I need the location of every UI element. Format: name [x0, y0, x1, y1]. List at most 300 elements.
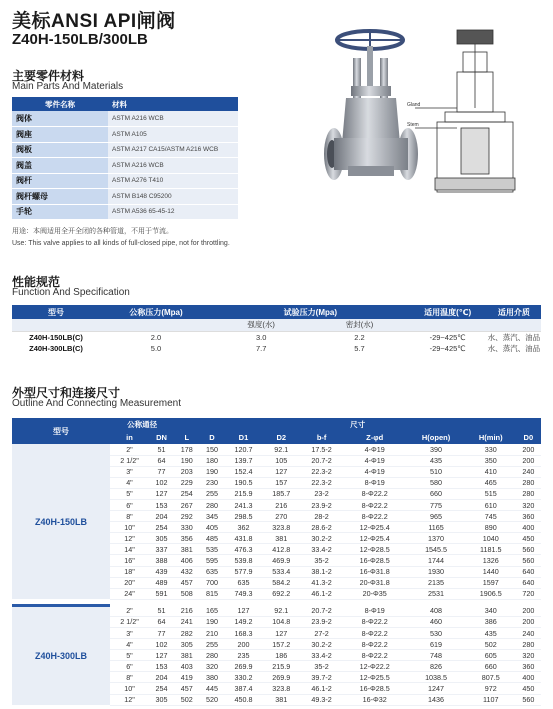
table-cell: 360 — [516, 511, 541, 522]
table-cell: 203 — [174, 466, 199, 477]
parts-title-en: Main Parts And Materials — [12, 81, 124, 92]
table-cell: 890 — [466, 522, 516, 533]
valve-section-drawing — [405, 28, 545, 208]
table-cell: 1545.5 — [406, 544, 466, 555]
part-material: ASTM A217 CA15/ASTM A216 WCB — [108, 142, 238, 158]
table-cell: 180 — [199, 455, 224, 466]
table-cell: 356 — [174, 533, 199, 544]
table-cell: 35-2 — [300, 661, 343, 672]
table-cell: 405 — [199, 522, 224, 533]
outline-subheader: D — [199, 430, 224, 444]
table-cell: 157 — [262, 477, 300, 488]
table-cell: 476.3 — [225, 544, 263, 555]
outline-subheader: DN — [149, 430, 174, 444]
table-cell: 972 — [466, 683, 516, 694]
table-cell: 240 — [516, 466, 541, 477]
func-col-pn: 公称压力(Mpa) — [100, 305, 212, 319]
table-cell: 241.3 — [225, 499, 263, 510]
table-cell: 33.4-2 — [300, 544, 343, 555]
table-cell: 235 — [225, 650, 263, 661]
table-cell: 1440 — [466, 566, 516, 577]
table-cell: 580 — [406, 477, 466, 488]
table-cell: 826 — [406, 661, 466, 672]
table-cell: 269.9 — [225, 661, 263, 672]
table-cell: 1038.5 — [406, 672, 466, 683]
table-cell: 102 — [149, 477, 174, 488]
table-cell: 457 — [174, 683, 199, 694]
table-cell: 1597 — [466, 577, 516, 588]
table-cell: 186 — [262, 650, 300, 661]
table-cell: 749.3 — [225, 588, 263, 599]
table-cell: 51 — [149, 605, 174, 616]
table-cell: 270 — [262, 511, 300, 522]
usage-note-en: Use: This valve applies to all kinds of full-closed pipe, not for throttling. — [12, 240, 230, 247]
table-cell: 345 — [199, 511, 224, 522]
part-material: ASTM A216 WCB — [108, 158, 238, 174]
table-cell: 410 — [466, 466, 516, 477]
table-cell: 127 — [149, 650, 174, 661]
outline-title-cn: 外型尺寸和连接尺寸 — [12, 386, 121, 400]
table-cell: 8-Φ22.2 — [343, 628, 406, 639]
table-cell: 508 — [174, 588, 199, 599]
table-cell: 381 — [174, 650, 199, 661]
table-cell: 748 — [406, 650, 466, 661]
table-cell: 591 — [149, 588, 174, 599]
table-cell: 292 — [174, 511, 199, 522]
table-cell: 17.5-2 — [300, 444, 343, 455]
table-cell: 387.4 — [225, 683, 263, 694]
table-cell: 5" — [110, 488, 149, 499]
table-cell: 1370 — [406, 533, 466, 544]
table-cell: 775 — [406, 499, 466, 510]
table-cell: 216 — [174, 605, 199, 616]
outline-table — [12, 418, 541, 706]
table-cell: 30.2-2 — [300, 639, 343, 650]
table-cell: 216 — [262, 499, 300, 510]
table-cell: 605 — [466, 650, 516, 661]
table-cell: 20.7-2 — [300, 455, 343, 466]
table-cell: 16-Φ32 — [343, 694, 406, 705]
table-cell: 165 — [199, 605, 224, 616]
table-cell: 381 — [262, 533, 300, 544]
table-cell: 8-Φ22.2 — [343, 650, 406, 661]
outline-subheader: D1 — [225, 430, 263, 444]
part-name: 阀盖 — [12, 158, 108, 174]
table-cell: 3" — [110, 466, 149, 477]
table-cell: 77 — [149, 466, 174, 477]
table-cell: 254 — [149, 683, 174, 694]
table-cell: 520 — [199, 694, 224, 705]
table-cell: 485 — [199, 533, 224, 544]
table-cell: 105 — [262, 455, 300, 466]
parts-table — [12, 97, 238, 220]
table-cell: 46.1-2 — [300, 588, 343, 599]
table-cell: 254 — [174, 488, 199, 499]
table-cell: 388 — [149, 555, 174, 566]
table-cell: 64 — [149, 455, 174, 466]
table-cell: 330 — [174, 522, 199, 533]
part-material: ASTM A216 WCB — [108, 111, 238, 127]
table-cell: 380 — [199, 672, 224, 683]
table-cell: 280 — [516, 639, 541, 650]
table-cell: 330 — [466, 444, 516, 455]
table-cell: 419 — [174, 672, 199, 683]
table-cell: 350 — [466, 455, 516, 466]
table-cell: 435 — [406, 455, 466, 466]
table-cell: 157.2 — [262, 639, 300, 650]
table-cell: 280 — [516, 488, 541, 499]
table-cell: 120.7 — [225, 444, 263, 455]
table-cell: 280 — [199, 499, 224, 510]
table-cell: 190 — [174, 455, 199, 466]
table-cell: 400 — [516, 672, 541, 683]
table-cell: 269.9 — [262, 672, 300, 683]
function-table — [12, 305, 541, 354]
func-sub-seal: 密封(水) — [310, 319, 408, 331]
func-col-medium: 适用介质 — [487, 305, 541, 319]
table-cell: 229 — [174, 477, 199, 488]
function-title-en: Function And Specification — [12, 287, 130, 298]
table-cell: 8-Φ22.2 — [343, 511, 406, 522]
table-cell: 6" — [110, 499, 149, 510]
table-row: Z40H-150LB(C) 2.0 3.0 2.2 -29~425℃ 水、蒸汽、油品 — [12, 331, 541, 343]
table-cell: 381 — [174, 544, 199, 555]
table-cell: 38.1-2 — [300, 566, 343, 577]
table-cell: 30.2-2 — [300, 533, 343, 544]
part-material: ASTM A536 65-45-12 — [108, 204, 238, 220]
table-cell: 280 — [199, 650, 224, 661]
table-cell: 16-Φ31.8 — [343, 566, 406, 577]
table-cell: 8-Φ22.2 — [343, 499, 406, 510]
col-material: 材料 — [108, 97, 238, 111]
part-name: 阀板 — [12, 142, 108, 158]
table-row — [12, 158, 238, 174]
table-cell: 2531 — [406, 588, 466, 599]
table-row — [12, 605, 541, 616]
table-cell: 92.1 — [262, 444, 300, 455]
table-cell: 720 — [516, 588, 541, 599]
table-cell: 305 — [149, 694, 174, 705]
table-cell: 489 — [149, 577, 174, 588]
table-cell: 241 — [174, 616, 199, 627]
parts-title-cn: 主要零件材料 — [12, 69, 85, 83]
table-cell: 178 — [174, 444, 199, 455]
table-cell: 200 — [225, 639, 263, 650]
table-cell: 16-Φ28.5 — [343, 683, 406, 694]
model-label: Z40H-150LB — [12, 444, 110, 599]
outline-subheader: Z-φd — [343, 430, 406, 444]
table-cell: 381 — [262, 694, 300, 705]
table-cell: 8-Φ19 — [343, 605, 406, 616]
table-cell: 28.6-2 — [300, 522, 343, 533]
table-cell: 139.7 — [225, 455, 263, 466]
table-cell: 390 — [406, 444, 466, 455]
table-cell: 403 — [174, 661, 199, 672]
table-cell: 12" — [110, 694, 149, 705]
table-row — [12, 142, 238, 158]
table-cell: 200 — [516, 444, 541, 455]
table-cell: 337 — [149, 544, 174, 555]
table-cell: 965 — [406, 511, 466, 522]
table-cell: 46.1-2 — [300, 683, 343, 694]
table-cell: 200 — [516, 616, 541, 627]
usage-note-cn: 用途：本阀适用全开全闭的各种管道，不用于节流。 — [12, 228, 173, 235]
table-cell: 215.9 — [225, 488, 263, 499]
part-material: ASTM A105 — [108, 127, 238, 143]
table-cell: 204 — [149, 672, 174, 683]
table-cell: 330.2 — [225, 672, 263, 683]
table-cell: 255 — [199, 639, 224, 650]
table-cell: 280 — [516, 477, 541, 488]
table-cell: 230 — [199, 477, 224, 488]
table-cell: 610 — [466, 499, 516, 510]
table-cell: 450 — [516, 683, 541, 694]
table-cell: 153 — [149, 661, 174, 672]
table-cell: 305 — [149, 533, 174, 544]
table-cell: 1326 — [466, 555, 516, 566]
table-cell: 200 — [516, 605, 541, 616]
table-cell: 1906.5 — [466, 588, 516, 599]
gland-label: Gland — [407, 102, 421, 108]
table-cell: 640 — [516, 577, 541, 588]
outline-title-en: Outline And Connecting Measurement — [12, 398, 181, 409]
table-cell: 200 — [516, 455, 541, 466]
table-cell: 4-Φ19 — [343, 466, 406, 477]
table-cell: 2 1/2" — [110, 455, 149, 466]
table-cell: 432 — [174, 566, 199, 577]
table-cell: 305 — [174, 639, 199, 650]
table-cell: 8" — [110, 672, 149, 683]
table-cell: 22.3-2 — [300, 477, 343, 488]
table-cell: 10" — [110, 522, 149, 533]
func-col-temp: 适用温度(℃) — [409, 305, 487, 319]
table-cell: 1040 — [466, 533, 516, 544]
table-cell: 560 — [516, 555, 541, 566]
func-sub-strength: 强度(水) — [212, 319, 310, 331]
table-cell: 5" — [110, 650, 149, 661]
table-cell: 77 — [149, 628, 174, 639]
table-cell: 502 — [174, 694, 199, 705]
table-cell: 127 — [262, 466, 300, 477]
table-cell: 255 — [199, 488, 224, 499]
table-cell: 104.8 — [262, 616, 300, 627]
outline-subheader: L — [174, 430, 199, 444]
table-cell: 28-2 — [300, 511, 343, 522]
table-cell: 510 — [406, 466, 466, 477]
table-cell: 64 — [149, 616, 174, 627]
table-cell: 635 — [225, 577, 263, 588]
table-cell: 584.2 — [262, 577, 300, 588]
table-cell: 2" — [110, 444, 149, 455]
table-cell: 692.2 — [262, 588, 300, 599]
table-cell: 190.5 — [225, 477, 263, 488]
table-cell: 323.8 — [262, 522, 300, 533]
table-row — [12, 444, 541, 455]
outline-subheader: in — [110, 430, 149, 444]
table-cell: 1181.5 — [466, 544, 516, 555]
table-cell: 515 — [466, 488, 516, 499]
table-cell: 745 — [466, 511, 516, 522]
table-cell: 14" — [110, 544, 149, 555]
table-cell: 340 — [466, 605, 516, 616]
table-cell: 16" — [110, 555, 149, 566]
table-cell: 660 — [466, 661, 516, 672]
table-cell: 530 — [406, 628, 466, 639]
part-material: ASTM A276 T410 — [108, 173, 238, 189]
table-cell: 127 — [149, 488, 174, 499]
table-cell: 406 — [174, 555, 199, 566]
table-cell: 640 — [516, 566, 541, 577]
outline-col-nominal: 公称通径 — [110, 418, 174, 430]
outline-subheader: D2 — [262, 430, 300, 444]
table-cell: 298.5 — [225, 511, 263, 522]
table-row — [12, 189, 238, 205]
table-cell: 12-Φ22.2 — [343, 661, 406, 672]
table-cell: 20-Φ35 — [343, 588, 406, 599]
table-cell: 12-Φ28.5 — [343, 544, 406, 555]
table-cell: 49.3-2 — [300, 694, 343, 705]
table-row — [12, 111, 238, 127]
table-cell: 1107 — [466, 694, 516, 705]
table-cell: 431.8 — [225, 533, 263, 544]
table-cell: 51 — [149, 444, 174, 455]
page-title: 美标ANSI API闸阀 — [12, 11, 176, 32]
table-cell: 408 — [406, 605, 466, 616]
table-cell: 185.7 — [262, 488, 300, 499]
table-cell: 595 — [199, 555, 224, 566]
table-cell: 8-Φ22.2 — [343, 488, 406, 499]
table-cell: 320 — [199, 661, 224, 672]
table-cell: 469.9 — [262, 555, 300, 566]
table-cell: 412.8 — [262, 544, 300, 555]
table-cell: 360 — [516, 661, 541, 672]
table-cell: 20" — [110, 577, 149, 588]
table-cell: 1165 — [406, 522, 466, 533]
table-cell: 190 — [199, 466, 224, 477]
outline-subheader: D0 — [516, 430, 541, 444]
outline-subheader: b-f — [300, 430, 343, 444]
part-name: 阀体 — [12, 111, 108, 127]
table-cell: 16-Φ28.5 — [343, 555, 406, 566]
table-cell: 1930 — [406, 566, 466, 577]
table-cell: 92.1 — [262, 605, 300, 616]
table-cell: 152.4 — [225, 466, 263, 477]
table-cell: 267 — [174, 499, 199, 510]
part-name: 阀座 — [12, 127, 108, 143]
table-cell: 535 — [199, 544, 224, 555]
table-cell: 12-Φ25.4 — [343, 533, 406, 544]
table-cell: 450.8 — [225, 694, 263, 705]
table-cell: 450 — [516, 533, 541, 544]
table-cell: 815 — [199, 588, 224, 599]
table-cell: 1436 — [406, 694, 466, 705]
table-row — [12, 127, 238, 143]
table-cell: 400 — [516, 522, 541, 533]
table-cell: 577.9 — [225, 566, 263, 577]
part-name: 阀杆螺母 — [12, 189, 108, 205]
table-cell: 35-2 — [300, 555, 343, 566]
page-subtitle: Z40H-150LB/300LB — [12, 31, 148, 48]
table-cell: 27-2 — [300, 628, 343, 639]
table-cell: 386 — [466, 616, 516, 627]
table-cell: 150 — [199, 444, 224, 455]
table-cell: 41.3-2 — [300, 577, 343, 588]
table-cell: 8-Φ19 — [343, 477, 406, 488]
table-cell: 502 — [466, 639, 516, 650]
outline-subheader: H(open) — [406, 430, 466, 444]
table-cell: 560 — [516, 694, 541, 705]
outline-col-size: 尺寸 — [174, 418, 541, 430]
table-cell: 24" — [110, 588, 149, 599]
part-material: ASTM B148 C95200 — [108, 189, 238, 205]
table-cell: 4" — [110, 639, 149, 650]
table-cell: 4-Φ19 — [343, 444, 406, 455]
table-cell: 149.2 — [225, 616, 263, 627]
table-cell: 362 — [225, 522, 263, 533]
table-cell: 2 1/2" — [110, 616, 149, 627]
table-cell: 12" — [110, 533, 149, 544]
stem-label: Stem — [407, 122, 419, 128]
table-cell: 127 — [262, 628, 300, 639]
table-cell: 439 — [149, 566, 174, 577]
outline-col-model: 型号 — [12, 418, 110, 444]
func-col-model: 型号 — [12, 305, 100, 319]
table-cell: 39.7-2 — [300, 672, 343, 683]
table-cell: 254 — [149, 522, 174, 533]
table-cell: 560 — [516, 544, 541, 555]
outline-subheader: H(min) — [466, 430, 516, 444]
part-name: 手轮 — [12, 204, 108, 220]
table-cell: 127 — [225, 605, 263, 616]
table-cell: 12-Φ25.5 — [343, 672, 406, 683]
table-cell: 215.9 — [262, 661, 300, 672]
table-cell: 8-Φ22.2 — [343, 639, 406, 650]
table-cell: 190 — [199, 616, 224, 627]
table-cell: 445 — [199, 683, 224, 694]
table-row: Z40H-300LB(C) 5.0 7.7 5.7 -29~425℃ 水、蒸汽、油品 — [29, 343, 541, 353]
table-cell: 635 — [199, 566, 224, 577]
table-cell: 3" — [110, 628, 149, 639]
table-cell: 18" — [110, 566, 149, 577]
table-cell: 6" — [110, 661, 149, 672]
table-cell: 20-Φ31.8 — [343, 577, 406, 588]
table-cell: 10" — [110, 683, 149, 694]
table-cell: 619 — [406, 639, 466, 650]
table-cell: 240 — [516, 628, 541, 639]
table-cell: 460 — [406, 616, 466, 627]
table-cell: 700 — [199, 577, 224, 588]
table-cell: 457 — [174, 577, 199, 588]
table-cell: 323.8 — [262, 683, 300, 694]
table-cell: 23.9-2 — [300, 499, 343, 510]
table-cell: 153 — [149, 499, 174, 510]
table-cell: 33.4-2 — [300, 650, 343, 661]
table-cell: 320 — [516, 650, 541, 661]
table-cell: 8-Φ22.2 — [343, 616, 406, 627]
table-cell: 23.9-2 — [300, 616, 343, 627]
table-cell: 8" — [110, 511, 149, 522]
table-cell: 539.8 — [225, 555, 263, 566]
table-cell: 20.7-2 — [300, 605, 343, 616]
table-cell: 204 — [149, 511, 174, 522]
table-cell: 23-2 — [300, 488, 343, 499]
table-cell: 1744 — [406, 555, 466, 566]
table-cell: 2135 — [406, 577, 466, 588]
table-cell: 533.4 — [262, 566, 300, 577]
table-cell: 4" — [110, 477, 149, 488]
table-cell: 282 — [174, 628, 199, 639]
table-row — [12, 204, 238, 220]
